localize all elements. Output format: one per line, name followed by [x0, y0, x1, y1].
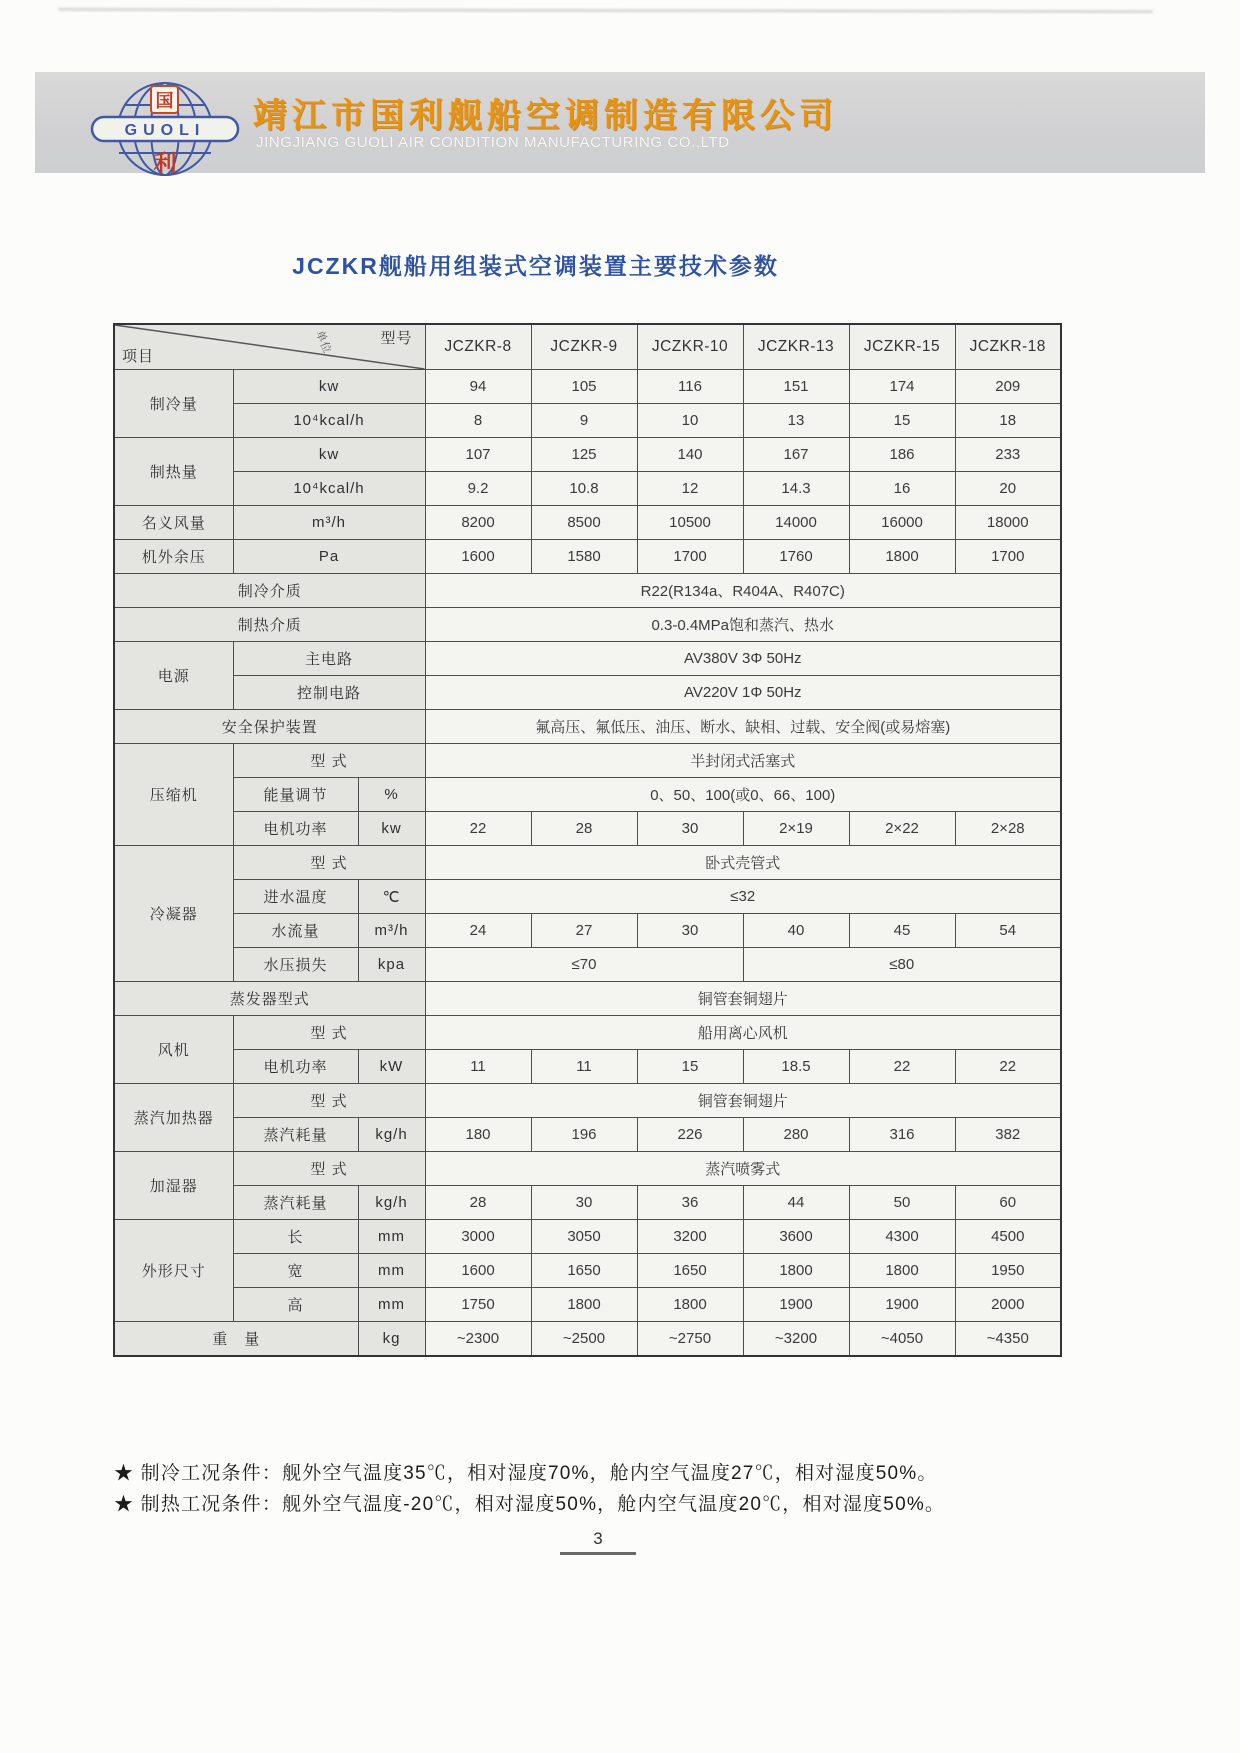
table-row: [114, 676, 1061, 710]
row-label-cell: 制热量: [114, 438, 233, 506]
value-cell: AV380V 3Φ 50Hz: [425, 642, 1061, 676]
value-cell: 22: [955, 1050, 1061, 1084]
row-label-cell: 电机功率: [233, 812, 358, 846]
company-name-cn: 靖江市国利舰船空调制造有限公司: [253, 97, 838, 135]
value-cell: 1800: [531, 1288, 637, 1322]
value-cell: ≤80: [743, 948, 1061, 982]
row-label-cell: 电源: [114, 642, 233, 710]
row-label-cell: 制冷量: [114, 370, 233, 438]
table-row: [114, 438, 1061, 472]
page-title: JCZKR舰船用组装式空调装置主要技术参数: [292, 253, 779, 279]
value-cell: ~3200: [743, 1322, 849, 1357]
model-header-cell: JCZKR-9: [531, 324, 637, 370]
corner-model-label: 型号: [380, 330, 413, 347]
value-cell: 14.3: [743, 472, 849, 506]
value-cell: 1800: [637, 1288, 743, 1322]
value-cell: 1800: [743, 1254, 849, 1288]
value-cell: AV220V 1Φ 50Hz: [425, 676, 1061, 710]
value-cell: 14000: [743, 506, 849, 540]
value-cell: ~2750: [637, 1322, 743, 1357]
row-label-cell: kw: [358, 812, 425, 846]
spec-table-body: [114, 370, 1061, 1357]
value-cell: 16000: [849, 506, 955, 540]
spec-table: [113, 323, 1062, 1357]
value-cell: 116: [637, 370, 743, 404]
value-cell: 15: [637, 1050, 743, 1084]
table-row: [114, 1152, 1061, 1186]
globe-icon: [90, 77, 240, 181]
value-cell: 20: [955, 472, 1061, 506]
value-cell: 316: [849, 1118, 955, 1152]
row-label-cell: kg: [358, 1322, 425, 1357]
row-label-cell: m³/h: [233, 506, 425, 540]
corner-unit-label: 单位: [313, 329, 334, 356]
row-label-cell: 蒸汽加热器: [114, 1084, 233, 1152]
scan-artifact-line: [58, 8, 1153, 13]
value-cell: 卧式壳管式: [425, 846, 1061, 880]
row-label-cell: 型 式: [233, 1152, 425, 1186]
model-header-cell: JCZKR-15: [849, 324, 955, 370]
value-cell: 11: [425, 1050, 531, 1084]
row-label-cell: 型 式: [233, 846, 425, 880]
value-cell: 30: [637, 812, 743, 846]
footnote-line: ★ 制热工况条件：舰外空气温度-20℃，相对湿度50%，舱内空气温度20℃，相对湿度50%。: [114, 1494, 946, 1515]
model-header-cell: JCZKR-10: [637, 324, 743, 370]
value-cell: 半封闭式活塞式: [425, 744, 1061, 778]
spec-table-wrap: [113, 323, 1062, 1357]
table-row: [114, 540, 1061, 574]
table-row: [114, 1050, 1061, 1084]
value-cell: 1800: [849, 540, 955, 574]
value-cell: 174: [849, 370, 955, 404]
value-cell: 3600: [743, 1220, 849, 1254]
table-row: [114, 1288, 1061, 1322]
value-cell: 1800: [849, 1254, 955, 1288]
value-cell: 196: [531, 1118, 637, 1152]
logo-bottom-char: 利: [153, 150, 177, 176]
model-header-cell: JCZKR-13: [743, 324, 849, 370]
row-label-cell: 蒸发器型式: [114, 982, 425, 1016]
row-label-cell: 进水温度: [233, 880, 358, 914]
value-cell: 4500: [955, 1220, 1061, 1254]
row-label-cell: 蒸汽耗量: [233, 1186, 358, 1220]
value-cell: 2000: [955, 1288, 1061, 1322]
value-cell: 1700: [955, 540, 1061, 574]
value-cell: 氟高压、氟低压、油压、断水、缺相、过载、安全阀(或易熔塞): [425, 710, 1061, 744]
row-label-cell: 加湿器: [114, 1152, 233, 1220]
value-cell: 22: [849, 1050, 955, 1084]
row-label-cell: 机外余压: [114, 540, 233, 574]
value-cell: 16: [849, 472, 955, 506]
value-cell: 107: [425, 438, 531, 472]
value-cell: 1650: [531, 1254, 637, 1288]
company-logo: [90, 77, 240, 181]
footnotes: [114, 1458, 945, 1520]
value-cell: 28: [531, 812, 637, 846]
value-cell: 18.5: [743, 1050, 849, 1084]
value-cell: 280: [743, 1118, 849, 1152]
value-cell: 151: [743, 370, 849, 404]
value-cell: 1650: [637, 1254, 743, 1288]
value-cell: 50: [849, 1186, 955, 1220]
table-row: [114, 506, 1061, 540]
value-cell: 45: [849, 914, 955, 948]
value-cell: ~2500: [531, 1322, 637, 1357]
row-label-cell: 安全保护装置: [114, 710, 425, 744]
row-label-cell: 重 量: [114, 1322, 358, 1357]
value-cell: 180: [425, 1118, 531, 1152]
table-row: [114, 982, 1061, 1016]
row-label-cell: mm: [358, 1254, 425, 1288]
value-cell: 3000: [425, 1220, 531, 1254]
value-cell: 9: [531, 404, 637, 438]
value-cell: ≤32: [425, 880, 1061, 914]
value-cell: 140: [637, 438, 743, 472]
value-cell: 15: [849, 404, 955, 438]
value-cell: 3200: [637, 1220, 743, 1254]
row-label-cell: 冷凝器: [114, 846, 233, 982]
row-label-cell: 压缩机: [114, 744, 233, 846]
value-cell: 2×28: [955, 812, 1061, 846]
value-cell: ≤70: [425, 948, 743, 982]
row-label-cell: ℃: [358, 880, 425, 914]
row-label-cell: mm: [358, 1288, 425, 1322]
row-label-cell: 能量调节: [233, 778, 358, 812]
corner-header-cell: [114, 324, 425, 370]
table-row: [114, 1118, 1061, 1152]
table-row: [114, 1254, 1061, 1288]
row-label-cell: 制热介质: [114, 608, 425, 642]
row-label-cell: %: [358, 778, 425, 812]
value-cell: 167: [743, 438, 849, 472]
row-label-cell: 控制电路: [233, 676, 425, 710]
row-label-cell: 水压损失: [233, 948, 358, 982]
value-cell: 8500: [531, 506, 637, 540]
row-label-cell: 主电路: [233, 642, 425, 676]
value-cell: 3050: [531, 1220, 637, 1254]
table-row: [114, 1084, 1061, 1118]
value-cell: 2×22: [849, 812, 955, 846]
value-cell: 22: [425, 812, 531, 846]
value-cell: 1700: [637, 540, 743, 574]
row-label-cell: 名义风量: [114, 506, 233, 540]
value-cell: 蒸汽喷雾式: [425, 1152, 1061, 1186]
logo-band-text: GUOLI: [124, 122, 206, 139]
value-cell: 186: [849, 438, 955, 472]
value-cell: 105: [531, 370, 637, 404]
value-cell: 船用离心风机: [425, 1016, 1061, 1050]
table-row: [114, 914, 1061, 948]
value-cell: 10: [637, 404, 743, 438]
row-label-cell: kg/h: [358, 1186, 425, 1220]
letterhead-banner: [35, 72, 1205, 176]
value-cell: 28: [425, 1186, 531, 1220]
table-row: [114, 404, 1061, 438]
value-cell: 233: [955, 438, 1061, 472]
table-row: [114, 710, 1061, 744]
value-cell: 18000: [955, 506, 1061, 540]
table-row: [114, 608, 1061, 642]
row-label-cell: kg/h: [358, 1118, 425, 1152]
value-cell: 铜管套铜翅片: [425, 982, 1061, 1016]
value-cell: 10500: [637, 506, 743, 540]
value-cell: 209: [955, 370, 1061, 404]
value-cell: 226: [637, 1118, 743, 1152]
value-cell: 11: [531, 1050, 637, 1084]
value-cell: 94: [425, 370, 531, 404]
row-label-cell: kw: [233, 438, 425, 472]
row-label-cell: 型 式: [233, 1084, 425, 1118]
table-row: [114, 472, 1061, 506]
value-cell: R22(R134a、R404A、R407C): [425, 574, 1061, 608]
row-label-cell: 型 式: [233, 1016, 425, 1050]
value-cell: 13: [743, 404, 849, 438]
table-row: [114, 744, 1061, 778]
value-cell: 0.3-0.4MPa饱和蒸汽、热水: [425, 608, 1061, 642]
corner-item-label: 项目: [122, 348, 155, 365]
table-row: [114, 1322, 1061, 1357]
footnote-line: ★ 制冷工况条件：舰外空气温度35℃，相对湿度70%，舱内空气温度27℃，相对湿度50%。: [114, 1463, 938, 1484]
row-label-cell: 水流量: [233, 914, 358, 948]
row-label-cell: 电机功率: [233, 1050, 358, 1084]
row-label-cell: 制冷介质: [114, 574, 425, 608]
table-row: [114, 642, 1061, 676]
table-row: [114, 846, 1061, 880]
value-cell: 1950: [955, 1254, 1061, 1288]
value-cell: 30: [637, 914, 743, 948]
logo-top-char: 国: [155, 91, 174, 111]
table-row: [114, 880, 1061, 914]
row-label-cell: mm: [358, 1220, 425, 1254]
value-cell: 8200: [425, 506, 531, 540]
value-cell: 1900: [743, 1288, 849, 1322]
value-cell: 36: [637, 1186, 743, 1220]
value-cell: 10.8: [531, 472, 637, 506]
value-cell: ~4350: [955, 1322, 1061, 1357]
row-label-cell: 高: [233, 1288, 358, 1322]
value-cell: 40: [743, 914, 849, 948]
value-cell: 铜管套铜翅片: [425, 1084, 1061, 1118]
page-number: 3: [560, 1529, 636, 1555]
value-cell: 1600: [425, 1254, 531, 1288]
table-row: [114, 1186, 1061, 1220]
diagonal-divider: [115, 325, 425, 369]
value-cell: 1900: [849, 1288, 955, 1322]
row-label-cell: 风机: [114, 1016, 233, 1084]
row-label-cell: 10⁴kcal/h: [233, 472, 425, 506]
value-cell: 382: [955, 1118, 1061, 1152]
row-label-cell: 宽: [233, 1254, 358, 1288]
value-cell: 12: [637, 472, 743, 506]
value-cell: 60: [955, 1186, 1061, 1220]
row-label-cell: kw: [233, 370, 425, 404]
row-label-cell: 型 式: [233, 744, 425, 778]
model-header-cell: JCZKR-18: [955, 324, 1061, 370]
row-label-cell: 蒸汽耗量: [233, 1118, 358, 1152]
value-cell: 1580: [531, 540, 637, 574]
table-row: [114, 370, 1061, 404]
value-cell: 4300: [849, 1220, 955, 1254]
row-label-cell: kW: [358, 1050, 425, 1084]
row-label-cell: 长: [233, 1220, 358, 1254]
value-cell: 44: [743, 1186, 849, 1220]
value-cell: 9.2: [425, 472, 531, 506]
model-header-row: [114, 324, 1061, 370]
value-cell: 1750: [425, 1288, 531, 1322]
value-cell: ~2300: [425, 1322, 531, 1357]
value-cell: 125: [531, 438, 637, 472]
row-label-cell: Pa: [233, 540, 425, 574]
row-label-cell: m³/h: [358, 914, 425, 948]
value-cell: 2×19: [743, 812, 849, 846]
table-row: [114, 574, 1061, 608]
table-row: [114, 1220, 1061, 1254]
value-cell: 54: [955, 914, 1061, 948]
table-row: [114, 948, 1061, 982]
value-cell: 1600: [425, 540, 531, 574]
model-header-cell: JCZKR-8: [425, 324, 531, 370]
value-cell: 0、50、100(或0、66、100): [425, 778, 1061, 812]
company-name-en: JINGJIANG GUOLI AIR CONDITION MANUFACTURING CO.,LTD: [256, 134, 730, 151]
row-label-cell: 10⁴kcal/h: [233, 404, 425, 438]
value-cell: 24: [425, 914, 531, 948]
value-cell: 27: [531, 914, 637, 948]
value-cell: ~4050: [849, 1322, 955, 1357]
table-row: [114, 1016, 1061, 1050]
value-cell: 1760: [743, 540, 849, 574]
value-cell: 18: [955, 404, 1061, 438]
value-cell: 8: [425, 404, 531, 438]
value-cell: 30: [531, 1186, 637, 1220]
row-label-cell: kpa: [358, 948, 425, 982]
table-row: [114, 778, 1061, 812]
row-label-cell: 外形尺寸: [114, 1220, 233, 1322]
table-row: [114, 812, 1061, 846]
